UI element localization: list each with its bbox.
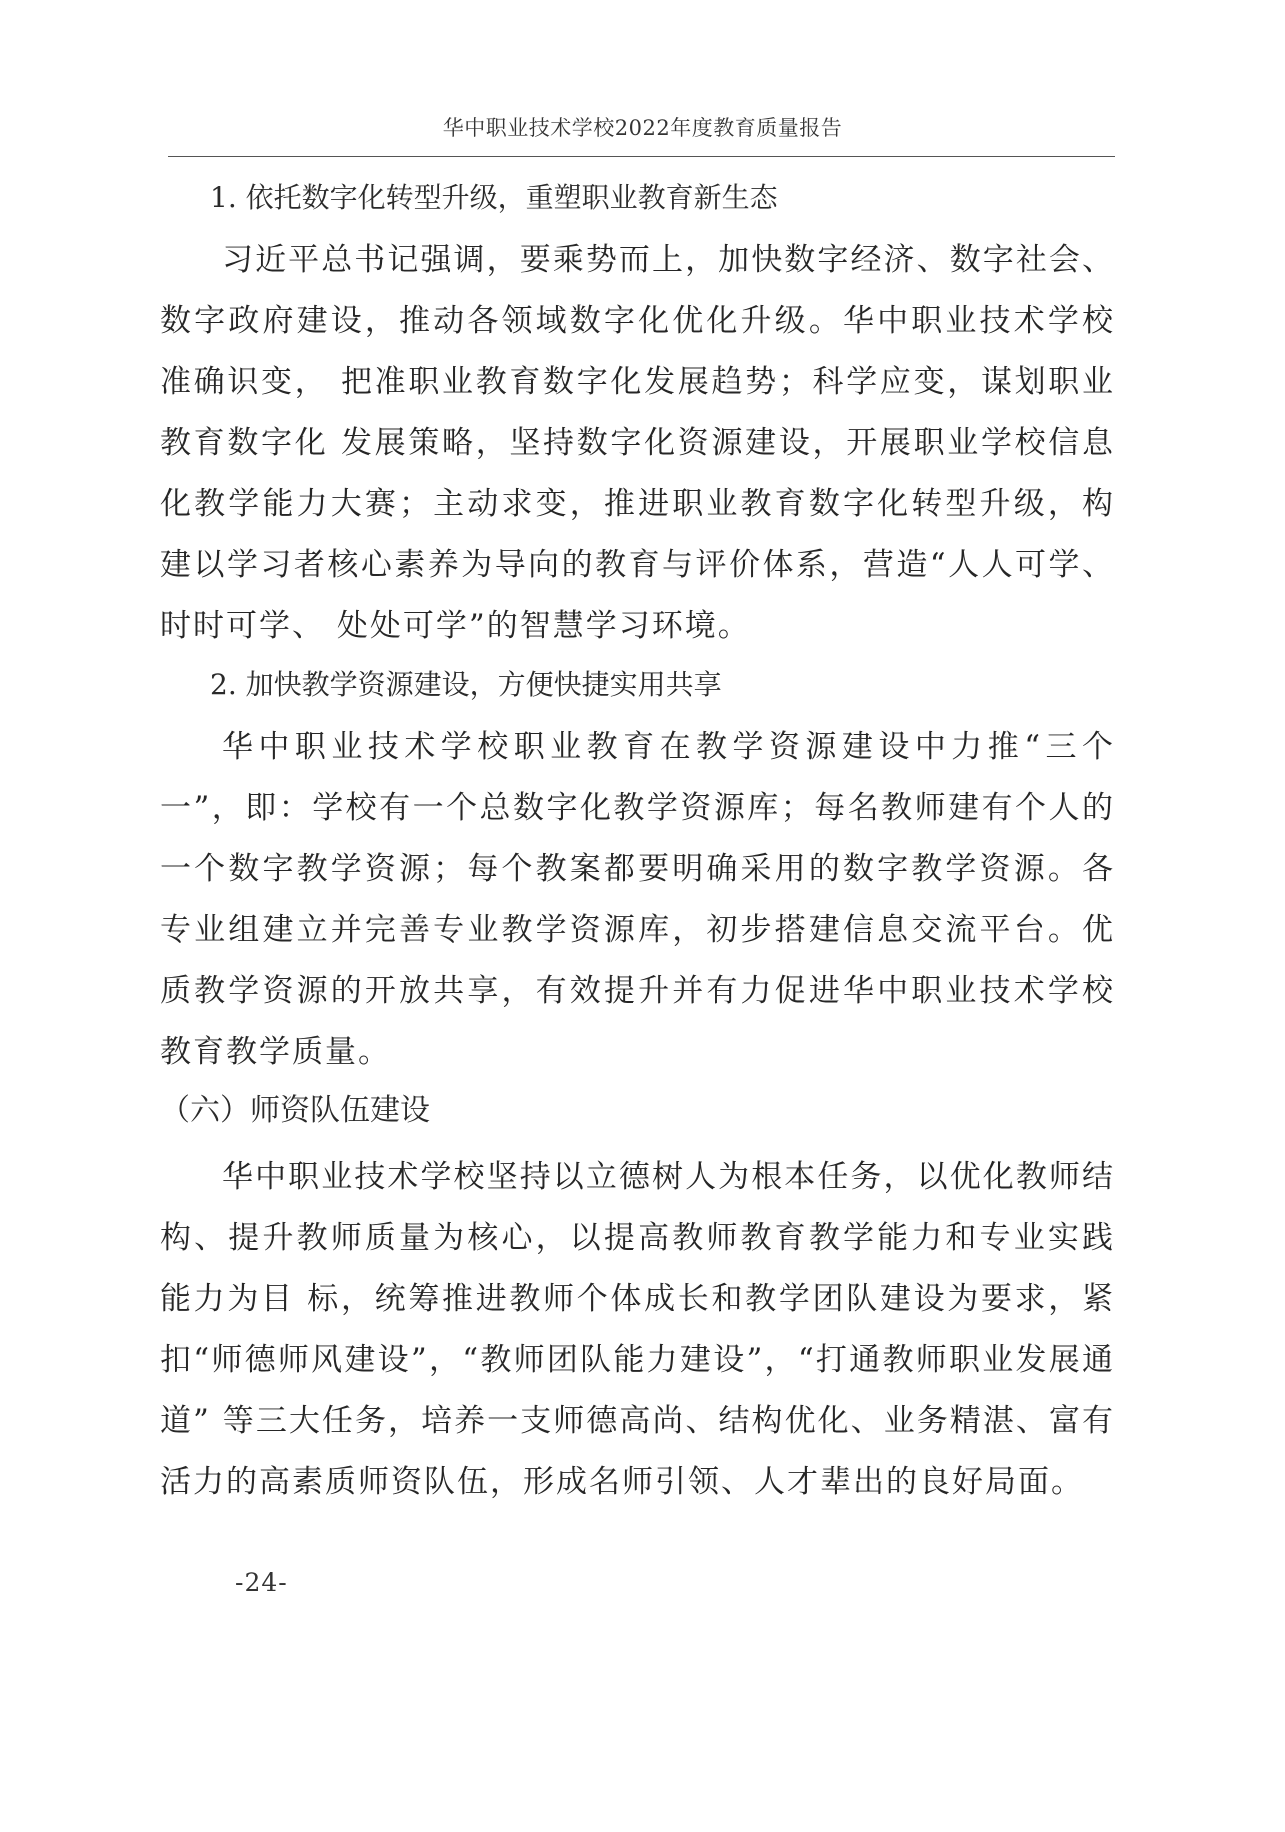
- section-heading: 1. 依托数字化转型升级，重塑职业教育新生态: [210, 181, 778, 214]
- page-content: [160, 172, 1115, 1513]
- page-number: -24-: [235, 1568, 288, 1597]
- section-paragraph: 华中职业技术学校坚持以立德树人为根本任务，以优化教师结构、提升教师质量为核心，以提高教师教育教学能力和专业实践能力为目 标，统筹推进教师个体成长和教学团队建设为要求，紧扣“师德师风建设”，“教师团队能力建设”，“打通教师职业发展通道” 等三大任务，培养一支师德高尚、结构优化、业务精湛、富有活力的高素质师资队伍，形成名师引领、人才辈出的良好局面。: [160, 1159, 1115, 1500]
- page-header: 华中职业技术学校2022年度教育质量报告: [442, 116, 843, 140]
- section-paragraph: 华中职业技术学校职业教育在教学资源建设中力推“三个一”，即：学校有一个总数字化教学资源库；每名教师建有个人的一个数字教学资源；每个教案都要明确采用的数字教学资源。各专业组建立并完善专业教学资源库，初步搭建信息交流平台。优质教学资源的开放共享，有效提升并有力促进华中职业技术学校教育教学质量。: [160, 729, 1115, 1070]
- chapter-heading: （六）师资队伍建设: [160, 1093, 430, 1128]
- header-divider: [168, 156, 1115, 157]
- section-paragraph: 习近平总书记强调，要乘势而上，加快数字经济、数字社会、数字政府建设，推动各领域数字化优化升级。华中职业技术学校准确识变， 把准职业教育数字化发展趋势；科学应变，谋划职业教育数字化 发展策略，坚持数字化资源建设，开展职业学校信息化教学能力大赛；主动求变，推进职业教育数字化转型升级，构建以学习者核心素养为导向的教育与评价体系，营造“人人可学、时时可学、 处处可学”的智慧学习环境。: [160, 242, 1115, 644]
- section-heading: 2. 加快教学资源建设，方便快捷实用共享: [210, 668, 722, 701]
